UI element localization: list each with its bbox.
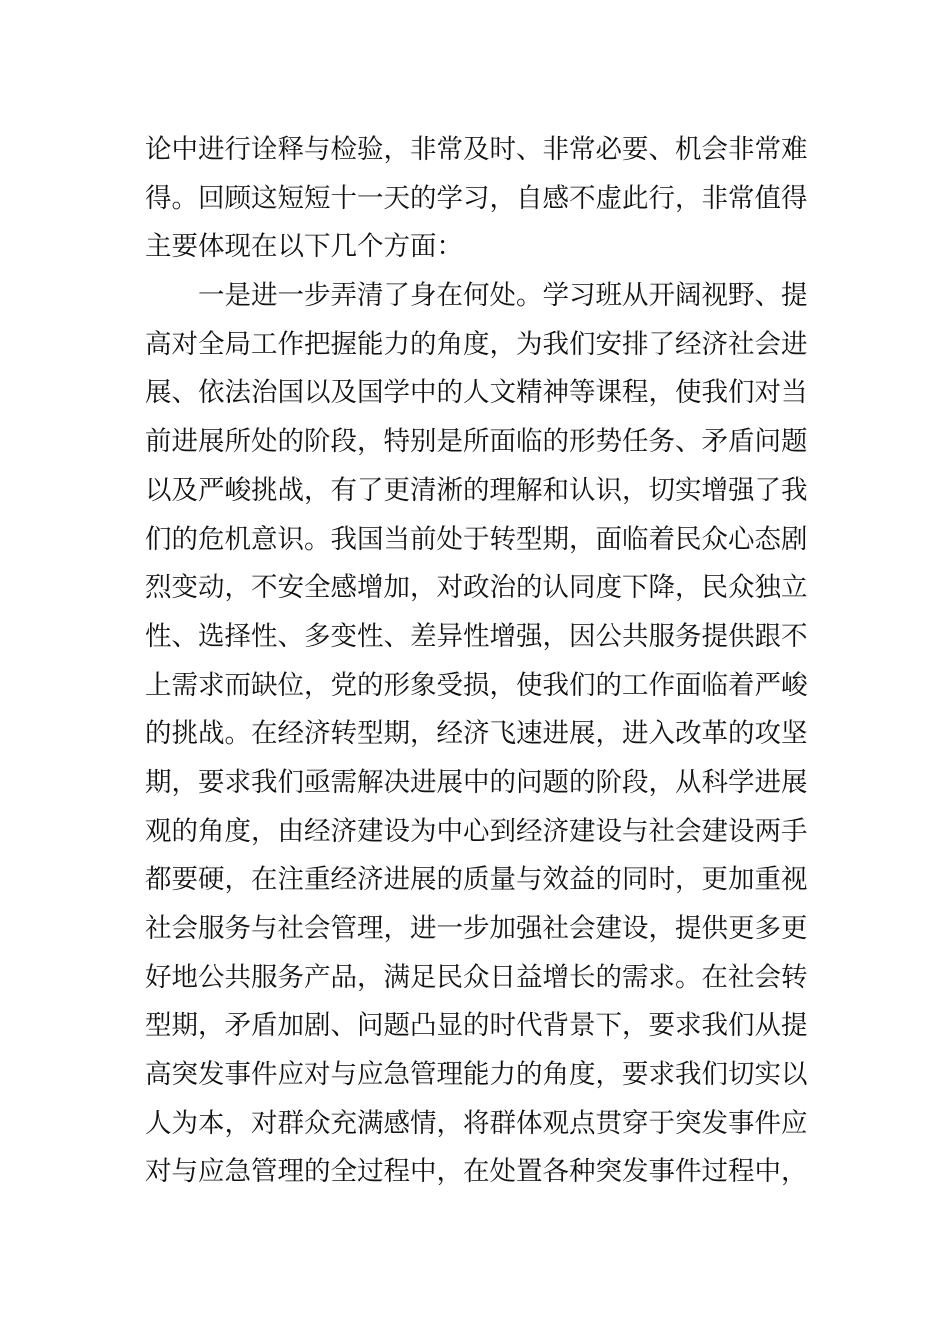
text-line: 好地公共服务产品，满足民众日益增长的需求。在社会转 [145,961,808,993]
text-line: 人为本，对群众充满感情，将群体观点贯穿于突发事件应 [145,1107,808,1139]
text-line: 烈变动，不安全感增加，对政治的认同度下降，民众独立 [145,572,808,604]
text-line: 观的角度，由经济建设为中心到经济建设与社会建设两手 [145,815,808,847]
text-line: 性、选择性、多变性、差异性增强，因公共服务提供跟不 [145,620,808,652]
text-line: 社会服务与社会管理，进一步加强社会建设，提供更多更 [145,913,808,944]
text-line: 论中进行诠释与检验，非常及时、非常必要、机会非常难 [145,134,808,165]
text-line: 前进展所处的阶段，特别是所面临的形势任务、矛盾问题 [145,426,808,458]
text-line: 都要硬，在注重经济进展的质量与效益的同时，更加重视 [145,864,808,896]
text-line: 展、依法治国以及国学中的人文精神等课程，使我们对当 [145,377,808,409]
body-text [145,126,810,1197]
text-line: 的挑战。在经济转型期，经济飞速进展，进入改革的攻坚 [145,718,808,750]
text-line: 们的危机意识。我国当前处于转型期，面临着民众心态剧 [145,523,808,555]
text-line: 得。回顾这短短十一天的学习，自感不虚此行，非常值得 [145,182,808,214]
text-line: 对与应急管理的全过程中，在处置各种突发事件过程中， [145,1156,808,1188]
text-line: 期，要求我们亟需解决进展中的问题的阶段，从科学进展 [145,766,808,798]
text-line: 高突发事件应对与应急管理能力的角度，要求我们切实以 [145,1059,808,1091]
text-line: 以及严峻挑战，有了更清淅的理解和认识，切实增强了我 [145,474,808,506]
paragraph-first-line: 一是进一步弄清了身在何处。学习班从开阔视野、提 [198,280,808,312]
text-line: 主要体现在以下几个方面： [145,231,463,263]
text-line: 型期，矛盾加剧、问题凸显的时代背景下，要求我们从提 [145,1010,808,1042]
text-line: 上需求而缺位，党的形象受损，使我们的工作面临着严峻 [145,669,808,701]
text-line: 高对全局工作把握能力的角度，为我们安排了经济社会进 [145,328,808,360]
